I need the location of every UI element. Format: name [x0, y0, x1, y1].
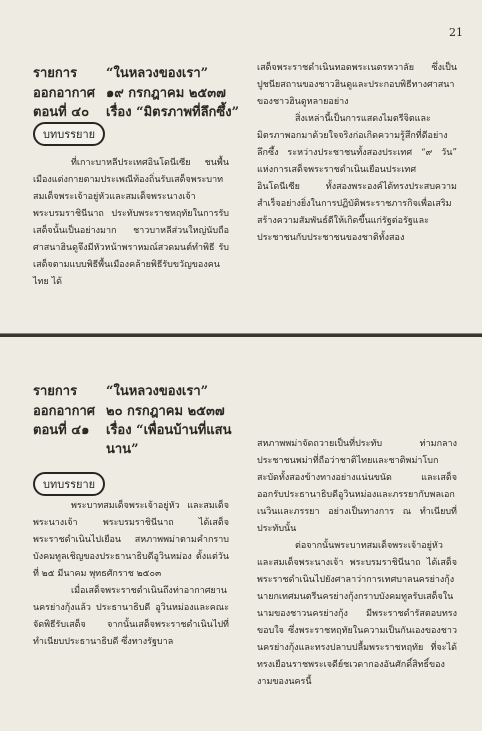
paragraph: สหภาพพม่าจัดถวายเป็นที่ประทับ ท่ามกลางประชาชนพม่าที่ถือว่าชาติไทยและชาติพม่าโบกสะบัดทั้งสองข้างทางอย่างแน่นขนัด และเสด็จออกรับประธานาธิบดีอูวินหม่องและภรรยากับพลเอกเนวินและภรรยา อย่างเป็นทางการ ณ ทำเนียบที่ประทับนั้น — [257, 439, 457, 534]
air-date-row — [33, 400, 225, 421]
episode-label: ตอนที่ ๔๑ — [33, 423, 90, 438]
left-column — [33, 498, 229, 651]
episode-title-continued: นาน” — [106, 442, 139, 457]
left-column — [33, 155, 229, 291]
program-row — [33, 62, 208, 83]
episode-title: เรื่อง “เพื่อนบ้านที่แสน — [106, 423, 232, 438]
program-section-40 — [0, 0, 482, 330]
air-date-value: ๒๐ กรกฎาคม ๒๕๓๗ — [106, 404, 225, 419]
program-label: รายการ — [33, 384, 78, 399]
paragraph: เสด็จพระราชดำเนินทอดพระเนตรหวาลัย ซึ่งเป็นปูชนียสถานของชาวฮินดูและประกอบพิธีทางศาสนาของชาวฮินดูหลายอย่าง — [257, 63, 457, 107]
episode-row — [33, 101, 239, 122]
air-date-value: ๑๙ กรกฎาคม ๒๕๓๗ — [106, 86, 226, 101]
episode-label: ตอนที่ ๔๐ — [33, 105, 90, 120]
narration-badge: บทบรรยาย — [33, 122, 105, 146]
narration-badge: บทบรรยาย — [33, 472, 105, 496]
program-section-41 — [0, 340, 482, 731]
right-column — [257, 436, 457, 691]
paragraph: เมื่อเสด็จพระราชดำเนินถึงท่าอากาศยานนครย่างกุ้งแล้ว ประธานาธิบดี อูวินหม่องและคณะจัดพิธีรับเสด็จ จากนั้นเสด็จพระราชดำเนินไปที่ทำเนียบประธานาธิบดี ซึ่งทางรัฐบาล — [33, 586, 229, 647]
episode-row-continued — [106, 438, 139, 459]
program-title: “ในหลวงของเรา” — [106, 66, 209, 81]
air-date-label: ออกอากาศ — [33, 404, 96, 419]
paragraph: ต่อจากนั้นพระบาทสมเด็จพระเจ้าอยู่หัวและสมเด็จพระนางเจ้า พระบรมราชินีนาถ ได้เสด็จพระราชดำเนินไปยังศาลาว่าการเทศบาลนครย่างกุ้ง นายกเทศมนตรีนครย่างกุ้งกราบบังคมทูลรับเสด็จในนามของชาวนครย่างกุ้ง มีพระราชดำรัสตอบทรงขอบใจ ซึ่งพระราชหฤทัยในความเป็นกันเองของชาวนครย่างกุ้งและทรงปลาบปลื้มพระราชหฤทัย ที่จะได้ทรงเยือนราชพระเจดีย์ชเวดากองอันศักดิ์สิทธิ์ของงามของนครนี้ — [257, 541, 457, 687]
right-column — [257, 60, 457, 247]
page-number: 21 — [449, 26, 463, 39]
program-label: รายการ — [33, 66, 78, 81]
air-date-row — [33, 82, 226, 103]
paragraph: พระบาทสมเด็จพระเจ้าอยู่หัว และสมเด็จพระนางเจ้า พระบรมราชินีนาถ ได้เสด็จพระราชดำเนินไปเยือน สหภาพพม่าตามคำกราบบังคมทูลเชิญของประธานาธิบดีอูวินหม่อง ตั้งแต่วันที่ ๒๕ มีนาคม พุทธศักราช ๒๕๐๓ — [33, 501, 229, 579]
air-date-label: ออกอากาศ — [33, 86, 96, 101]
paragraph: ที่เกาะบาหลีประเทศอินโดนีเซีย ชนพื้นเมืองแต่งกายตามประเพณีท้องถิ่นรับเสด็จพระบาทสมเด็จพระเจ้าอยู่หัวและสมเด็จพระนางเจ้า พระบรมราชินีนาถ ประทับพระราชหฤทัยในการรับเสด็จนั้นเป็นอย่างมาก ชาวบาหลีส่วนใหญ่นับถือศาสนาฮินดูจึงมีหัวหน้าพราหมณ์สวดมนต์ทำพิธี รับเสด็จตามแบบพิธีพื้นเมืองคล้ายพิธีรับขวัญของคนไทย ได้ — [33, 158, 229, 287]
section-divider — [0, 333, 482, 337]
program-row — [33, 380, 208, 401]
paragraph: สิ่งเหล่านี้เป็นการแสดงไมตรีจิตและมิตรภาพอกมาด้วยใจจริงก่อเกิดความรู้สึกที่ดีอย่างลึกซึ้ง ระหว่างประชาชนทั้งสองประเทศ “๙ วัน” แห่งการเสด็จพระราชดำเนินเยือนประเทศอินโดนีเซีย ทั้งสองพระองค์ได้ทรงประสบความสำเร็จอย่างยิ่งในการปฏิบัติพระราชภารกิจเพื่อเสริมสร้างความสัมพันธ์ดีให้เกิดขึ้นแก่รัฐต่อรัฐและประชาชนกับประชาชนของชาติทั้งสอง — [257, 114, 457, 243]
episode-title: เรื่อง “มิตรภาพที่ลึกซึ้ง” — [106, 105, 240, 120]
episode-row — [33, 419, 232, 440]
program-title: “ในหลวงของเรา” — [106, 384, 209, 399]
